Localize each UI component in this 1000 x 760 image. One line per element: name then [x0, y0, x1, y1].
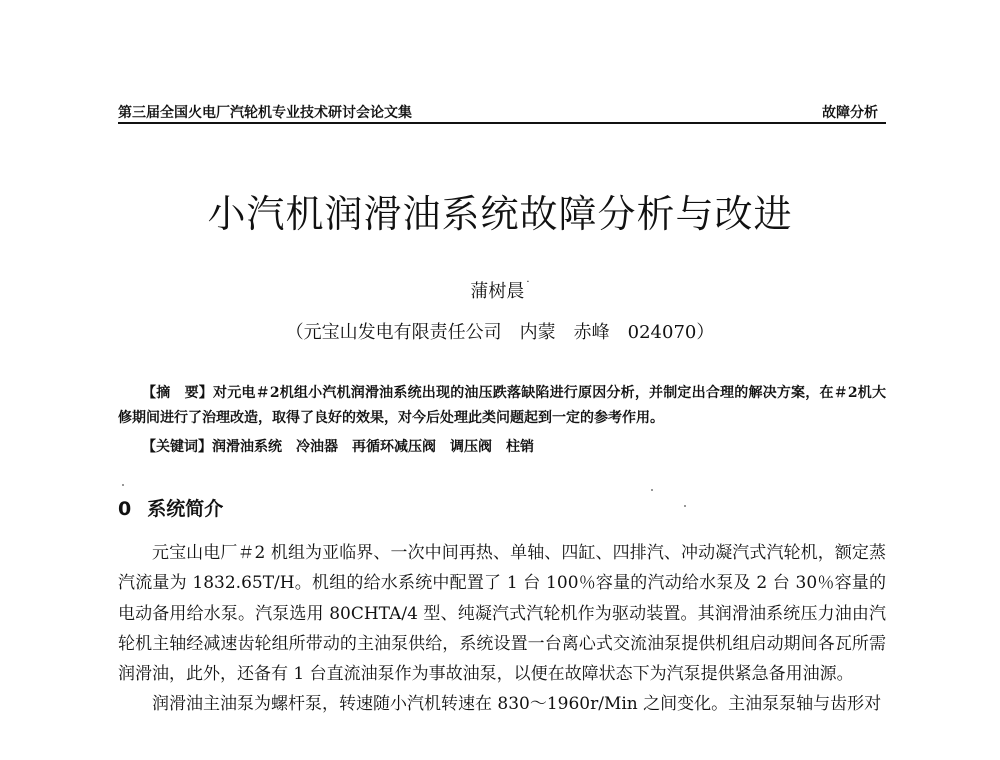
scan-speck [684, 505, 686, 507]
keywords-label: 【关键词】 [142, 439, 212, 455]
running-header [118, 100, 886, 124]
abstract [118, 381, 886, 431]
header-proceedings-title: 第三届全国火电厂汽轮机专业技术研讨会论文集 [118, 105, 412, 121]
keywords [142, 436, 534, 456]
body-text [118, 538, 886, 720]
paper-title: 小汽机润滑油系统故障分析与改进 [207, 192, 793, 236]
abstract-label: 【摘 要】 [142, 385, 214, 401]
abstract-text: 对元电＃2机组小汽机润滑油系统出现的油压跌落缺陷进行原因分析，并制定出合理的解决方案，在＃2机大修期间进行了治理改造，取得了良好的效果，对今后处理此类问题起到一定的参考作用。 [118, 385, 886, 426]
keywords-text: 润滑油系统 冷油器 再循环减压阀 调压阀 柱销 [212, 439, 534, 455]
section-number: 0 [118, 498, 132, 520]
author-footnote-mark: · [526, 277, 530, 288]
scan-speck [122, 484, 124, 486]
author-affiliation: （元宝山发电有限责任公司 内蒙 赤峰 024070） [285, 322, 715, 343]
author-line [0, 277, 1000, 303]
header-category: 故障分析 [822, 105, 878, 121]
author-name: 蒲树晨 [470, 281, 525, 302]
body-paragraph: 润滑油主油泵为螺杆泵，转速随小汽机转速在 830～1960r/Min 之间变化。主油泵泵轴与齿形对 [152, 694, 882, 715]
body-paragraph: 元宝山电厂＃2 机组为亚临界、一次中间再热、单轴、四缸、四排汽、冲动凝汽式汽轮机，额定蒸汽流量为 1832.65T/H。机组的给水系统中配置了 1 台 100％容量的汽动给水泵及 2 台 30％容量的电动备用给水泵。汽泵选用 80CHTA/4 型、纯凝汽式汽轮机作为驱动装置。其润滑油系统压力油由汽轮机主轴经减速齿轮组所带动的主油泵供给，系统设置一台离心式交流油泵提供机组启动期间各瓦所需润滑油，此外，还备有 1 台直流油泵作为事故油泵，以便在故障状态下为汽泵提供紧急备用油源。 [118, 543, 886, 685]
section-title: 系统简介 [147, 498, 224, 520]
scan-speck [651, 489, 653, 491]
section-heading [118, 494, 223, 521]
